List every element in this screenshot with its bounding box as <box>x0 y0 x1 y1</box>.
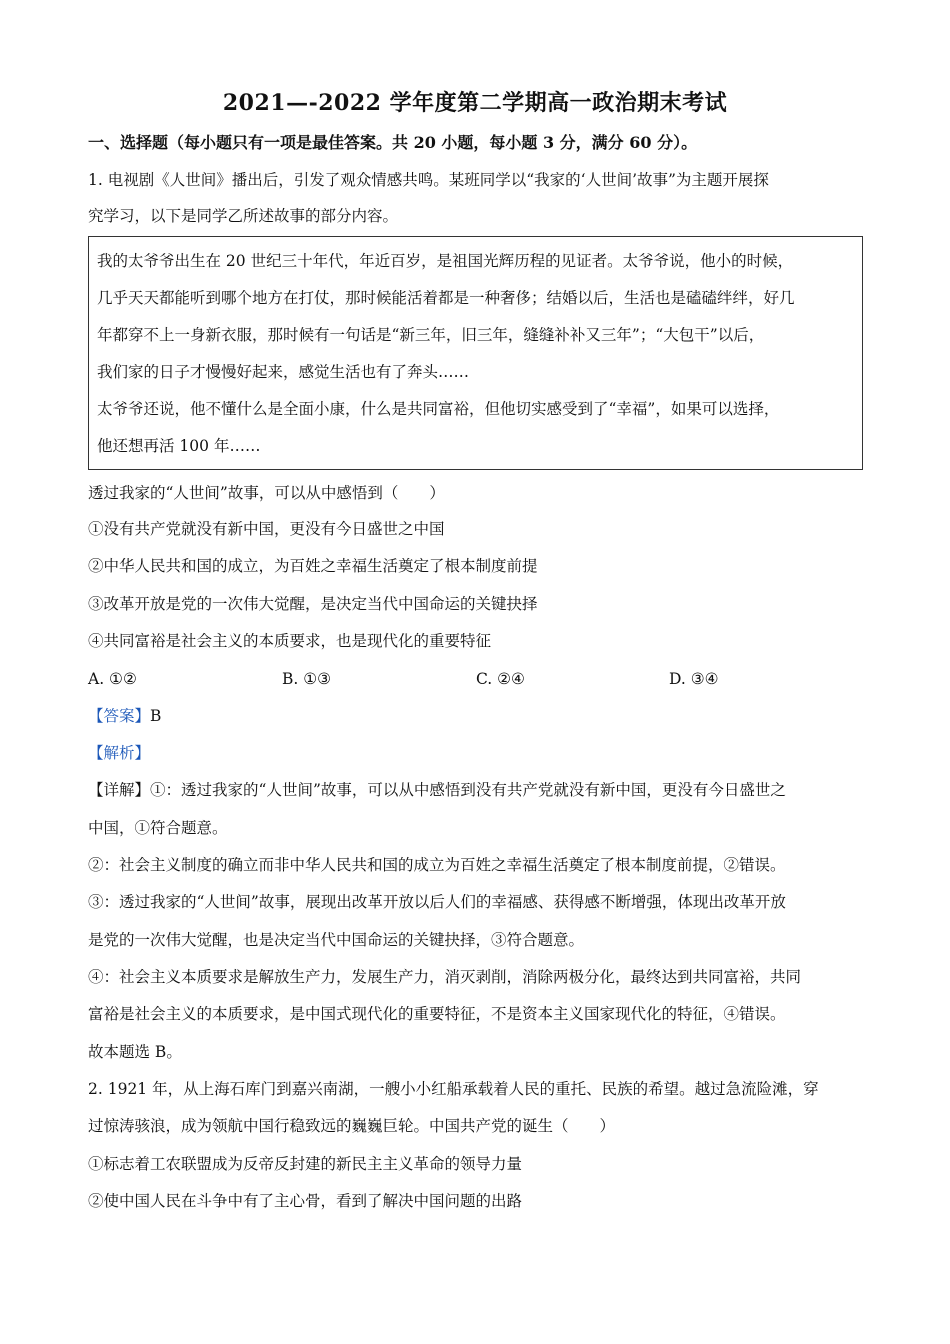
answer-line <box>88 706 161 726</box>
passage-line: 几乎天天都能听到哪个地方在打仗，那时候能活着都是一种奢侈；结婚以后，生活也是磕磕绊绊，好几 <box>97 289 795 307</box>
analysis-tag: 【解析】 <box>88 744 151 762</box>
detail-line-7: 富裕是社会主义的本质要求，是中国式现代化的重要特征，不是资本主义国家现代化的特征，④错误。 <box>88 1005 786 1023</box>
analysis-line <box>88 743 150 763</box>
q1-statement: ③改革开放是党的一次伟大觉醒，是决定当代中国命运的关键抉择 <box>88 595 538 613</box>
q2-statement: ①标志着工农联盟成为反帝反封建的新民主主义革命的领导力量 <box>88 1155 523 1173</box>
q1-statement: ②中华人民共和国的成立，为百姓之幸福生活奠定了根本制度前提 <box>88 557 538 575</box>
q1-stem-line-1: 1. 电视剧《人世间》播出后，引发了观众情感共鸣。某班同学以“我家的‘人世间’故事”为主题开展探 <box>88 171 769 189</box>
detail-line-2: 中国，①符合题意。 <box>88 819 228 837</box>
page-title: 2021—-2022 学年度第二学期高一政治期末考试 <box>222 90 728 116</box>
answer-tag: 【答案】 <box>88 707 151 725</box>
detail-line-5: 是党的一次伟大觉醒，也是决定当代中国命运的关键抉择，③符合题意。 <box>88 931 585 949</box>
detail-line-1 <box>88 780 786 800</box>
detail-line-3: ②：社会主义制度的确立而非中华人民共和国的成立为百姓之幸福生活奠定了根本制度前提，②错误。 <box>88 856 786 874</box>
passage-line: 我的太爷爷出生在 20 世纪三十年代，年近百岁，是祖国光辉历程的见证者。太爷爷说，他小的时候， <box>97 252 794 270</box>
q2-statement: ②使中国人民在斗争中有了主心骨，看到了解决中国问题的出路 <box>88 1192 523 1210</box>
detail-text: ①：透过我家的“人世间”故事，可以从中感悟到没有共产党就没有新中国，更没有今日盛世之 <box>150 781 786 799</box>
detail-tag: 【详解】 <box>88 781 151 799</box>
passage-line: 我们家的日子才慢慢好起来，感觉生活也有了奔头…… <box>97 363 470 381</box>
section-heading: 一、选择题（每小题只有一项是最佳答案。共 20 小题，每小题 3 分，满分 60 分）。 <box>88 133 698 152</box>
detail-line-4: ③：透过我家的“人世间”故事，展现出改革开放以后人们的幸福感、获得感不断增强，体现出改革开放 <box>88 893 786 911</box>
option-c: C. ②④ <box>476 670 525 688</box>
passage-line: 年都穿不上一身新衣服，那时候有一句话是“新三年，旧三年，缝缝补补又三年”；“大包干”以后， <box>97 326 765 344</box>
option-d: D. ③④ <box>669 670 719 688</box>
q1-prompt: 透过我家的“人世间”故事，可以从中感悟到（ ） <box>88 484 445 502</box>
q1-statement: ④共同富裕是社会主义的本质要求，也是现代化的重要特征 <box>88 632 492 650</box>
passage-line: 他还想再活 100 年…… <box>97 437 261 455</box>
detail-line-6: ④：社会主义本质要求是解放生产力，发展生产力，消灭剥削，消除两极分化，最终达到共同富裕，共同 <box>88 968 802 986</box>
q2-stem-line-2: 过惊涛骇浪，成为领航中国行稳致远的巍巍巨轮。中国共产党的诞生（ ） <box>88 1117 616 1135</box>
answer-value: B <box>150 707 162 725</box>
option-b: B. ①③ <box>282 670 332 688</box>
q1-passage-box <box>88 236 863 470</box>
q1-stem-line-2: 究学习，以下是同学乙所述故事的部分内容。 <box>88 207 399 225</box>
q1-statement: ①没有共产党就没有新中国，更没有今日盛世之中国 <box>88 520 445 538</box>
option-a: A. ①② <box>88 670 137 688</box>
passage-line: 太爷爷还说，他不懂什么是全面小康，什么是共同富裕，但他切实感受到了“幸福”，如果可以选择， <box>97 400 780 418</box>
q2-stem-line-1: 2. 1921 年，从上海石库门到嘉兴南湖，一艘小小红船承载着人民的重托、民族的希望。越过急流险滩，穿 <box>88 1080 819 1098</box>
conclusion: 故本题选 B。 <box>88 1043 182 1061</box>
